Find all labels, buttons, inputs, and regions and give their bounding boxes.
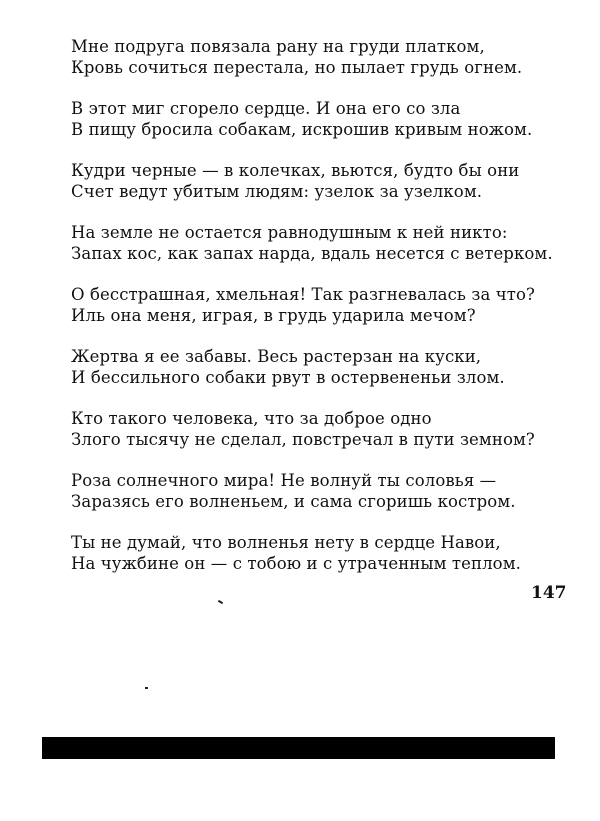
scan-edge-bar: [42, 737, 555, 759]
page-number: 147: [531, 583, 567, 603]
poem-line: В пищу бросила собакам, искрошив кривым ножом.: [71, 120, 533, 139]
stanza-6: [71, 346, 551, 388]
poem-line: Мне подруга повязала рану на груди платком,: [71, 37, 485, 56]
poem-line: Кудри черные — в колечках, вьются, будто бы они: [71, 161, 520, 180]
poem-line: Злого тысячу не сделал, повстречал в пути земном?: [71, 430, 535, 449]
poem-line: В этот миг сгорело сердце. И она его со зла: [71, 99, 461, 118]
stanza-1: [71, 36, 551, 78]
poem-line: Роза солнечного мира! Не волнуй ты соловья —: [71, 471, 497, 490]
poem-line: Запах кос, как запах нарда, вдаль несется с ветерком.: [71, 244, 553, 263]
stanza-4: [71, 222, 551, 264]
poem-line: На земле не остается равнодушным к ней никто:: [71, 223, 508, 242]
poem-line: Ты не думай, что волненья нету в сердце Навои,: [71, 533, 501, 552]
poem-line: Жертва я ее забавы. Весь растерзан на куски,: [71, 347, 482, 366]
poem-line: Иль она меня, играя, в грудь ударила мечом?: [71, 306, 476, 325]
poem-line: Заразясь его волненьем, и сама сгоришь костром.: [71, 492, 516, 511]
scan-speck: [218, 600, 223, 604]
poem-line: Кто такого человека, что за доброе одно: [71, 409, 432, 428]
poem-line: Счет ведут убитым людям: узелок за узелком.: [71, 182, 483, 201]
stanza-2: [71, 98, 551, 140]
stanza-3: [71, 160, 551, 202]
poem: [71, 36, 551, 594]
stanza-5: [71, 284, 551, 326]
poem-line: На чужбине он — с тобою и с утраченным теплом.: [71, 554, 521, 573]
stanza-8: [71, 470, 551, 512]
stanza-9: [71, 532, 551, 574]
scan-speck: [145, 687, 148, 689]
stanza-7: [71, 408, 551, 450]
poem-line: И бессильного собаки рвут в остервененьи злом.: [71, 368, 505, 387]
poem-line: О бесстрашная, хмельная! Так разгневалась за что?: [71, 285, 535, 304]
poem-line: Кровь сочиться перестала, но пылает грудь огнем.: [71, 58, 523, 77]
